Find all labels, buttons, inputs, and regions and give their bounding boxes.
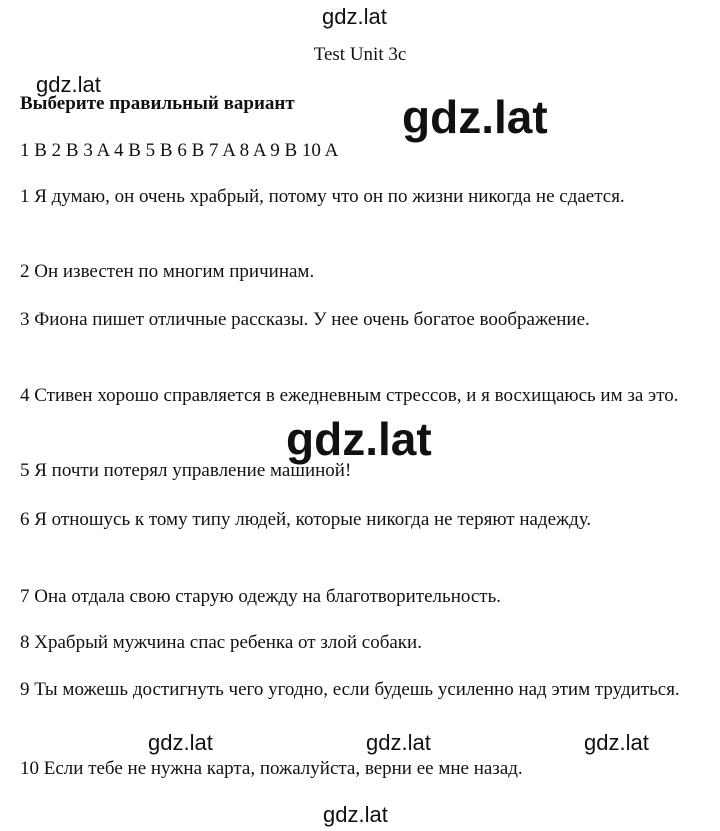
watermark-large-upper: gdz.lat — [402, 91, 548, 143]
watermark-row-center: gdz.lat — [362, 730, 435, 756]
sentence-7: 7 Она отдала свою старую одежду на благотворительность. — [20, 586, 501, 607]
watermark-row-left: gdz.lat — [144, 730, 217, 756]
watermark-bottom: gdz.lat — [323, 802, 388, 827]
sentence-1: 1 Я думаю, он очень храбрый, потому что он по жизни никогда не сдается. — [20, 186, 625, 207]
sentence-9: 9 Ты можешь достигнуть чего угодно, если будешь усиленно над этим трудиться. — [20, 679, 680, 700]
sentence-5: 5 Я почти потерял управление машиной! — [20, 460, 352, 481]
answer-key: 1 B 2 B 3 A 4 B 5 B 6 B 7 A 8 A 9 B 10 A — [20, 140, 339, 161]
watermark-top: gdz.lat — [322, 4, 387, 29]
sentence-4: 4 Стивен хорошо справляется в ежедневным стрессов, и я восхищаюсь им за это. — [20, 385, 679, 406]
sentence-10: 10 Если тебе не нужна карта, пожалуйста, верни ее мне назад. — [20, 758, 523, 779]
sentence-2: 2 Он известен по многим причинам. — [20, 261, 315, 282]
sentence-6: 6 Я отношусь к тому типу людей, которые никогда не теряют надежду. — [20, 509, 592, 530]
task-heading: Выберите правильный вариант — [20, 93, 295, 114]
watermark-large-middle: gdz.lat — [286, 413, 432, 465]
page-title: Test Unit 3c — [313, 44, 407, 65]
watermark-row-right: gdz.lat — [580, 730, 653, 756]
watermark-left: gdz.lat — [36, 72, 101, 97]
sentence-8: 8 Храбрый мужчина спас ребенка от злой собаки. — [20, 632, 422, 653]
sentence-3: 3 Фиона пишет отличные рассказы. У нее очень богатое воображение. — [20, 309, 590, 330]
